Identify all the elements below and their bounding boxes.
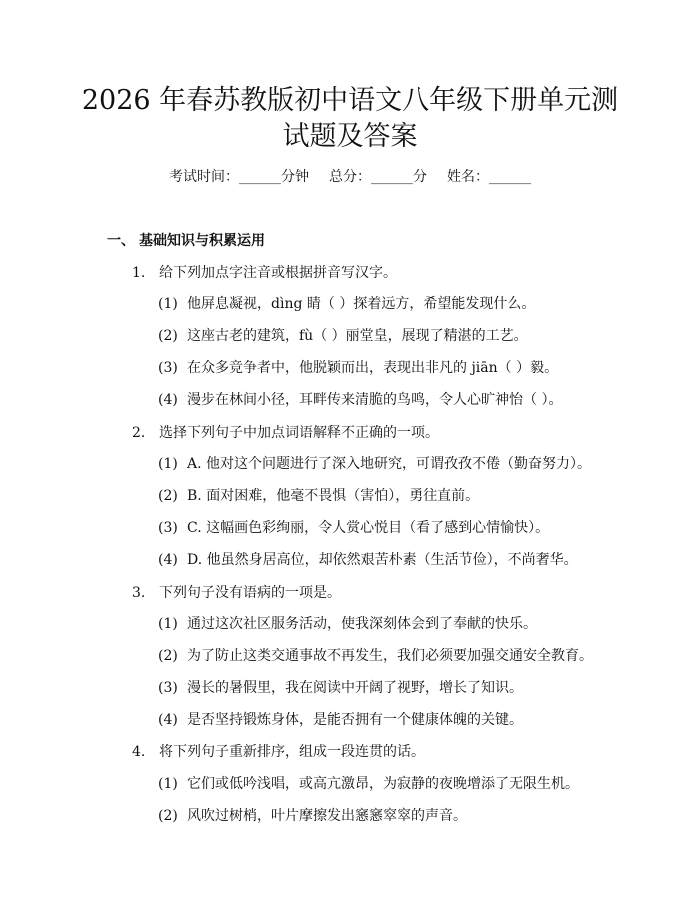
- question-item: [158, 325, 528, 345]
- question-text: 选择下列句子中加点词语解释不正确的一项。: [159, 425, 439, 441]
- question: [132, 741, 425, 761]
- item-text: 漫长的暑假里，我在阅读中开阔了视野，增长了知识。: [187, 680, 523, 696]
- question-item: [158, 709, 523, 729]
- question-item: [158, 549, 578, 569]
- page-title-line-1: 2026 年春苏教版初中语文八年级下册单元测: [81, 85, 619, 116]
- section-title: 基础知识与积累运用: [139, 233, 265, 249]
- item-text: 为了防止这类交通事故不再发生，我们必须要加强交通安全教育。: [187, 648, 593, 664]
- item-number: (2): [158, 808, 178, 824]
- item-text: 他屏息凝视，dìng 睛（ ）探着远方，希望能发现什么。: [187, 296, 536, 312]
- question: [132, 422, 439, 442]
- question-item: [158, 613, 537, 633]
- question-item: [158, 805, 467, 825]
- question-item: [158, 485, 479, 505]
- question: [132, 582, 341, 602]
- question-number: 4.: [132, 744, 146, 760]
- item-text: 这座古老的建筑，fù（ ）丽堂皇，展现了精湛的工艺。: [187, 328, 528, 344]
- question-text: 下列句子没有语病的一项是。: [159, 585, 341, 601]
- item-number: (4): [158, 552, 178, 568]
- question-number: 3.: [132, 585, 146, 601]
- student-name-field: 姓名：______: [447, 169, 531, 185]
- item-number: (2): [158, 328, 178, 344]
- question-item: [158, 677, 523, 697]
- exam-time: 考试时间：______分钟: [169, 169, 309, 185]
- item-text: C. 这幅画色彩绚丽，令人赏心悦目（看了感到心情愉快）。: [187, 520, 550, 536]
- question-item: [158, 453, 591, 473]
- question-item: [158, 357, 558, 377]
- question-item: [158, 293, 535, 313]
- item-text: 风吹过树梢，叶片摩擦发出窸窸窣窣的声音。: [187, 808, 467, 824]
- question-item: [158, 517, 549, 537]
- item-number: (1): [158, 456, 178, 472]
- item-number: (1): [158, 776, 178, 792]
- item-number: (2): [158, 648, 178, 664]
- item-number: (2): [158, 488, 178, 504]
- item-text: 在众多竞争者中，他脱颖而出，表现出非凡的 jiān（ ）毅。: [187, 360, 559, 376]
- item-number: (4): [158, 392, 178, 408]
- item-text: A. 他对这个问题进行了深入地研究，可谓孜孜不倦（勤奋努力）。: [187, 456, 592, 472]
- section-heading: [107, 230, 265, 250]
- question-item: [158, 645, 593, 665]
- item-text: 它们或低吟浅唱，或高亢激昂，为寂静的夜晚增添了无限生机。: [187, 776, 579, 792]
- item-text: 通过这次社区服务活动，使我深刻体会到了奉献的快乐。: [187, 616, 537, 632]
- item-number: (3): [158, 520, 178, 536]
- question-text: 给下列加点字注音或根据拼音写汉字。: [159, 265, 397, 281]
- item-text: B. 面对困难，他毫不畏惧（害怕），勇往直前。: [187, 488, 480, 504]
- section-number: 一、: [107, 233, 135, 249]
- question: [132, 262, 397, 282]
- item-number: (3): [158, 680, 178, 696]
- question-text: 将下列句子重新排序，组成一段连贯的话。: [159, 744, 425, 760]
- item-text: 漫步在林间小径，耳畔传来清脆的鸟鸣，令人心旷神怡（ ）。: [187, 392, 563, 408]
- question-number: 2.: [132, 425, 146, 441]
- item-number: (1): [158, 616, 178, 632]
- item-number: (4): [158, 712, 178, 728]
- item-number: (3): [158, 360, 178, 376]
- exam-meta: [0, 166, 700, 186]
- item-text: 是否坚持锻炼身体，是能否拥有一个健康体魄的关键。: [187, 712, 523, 728]
- question-number: 1.: [132, 265, 146, 281]
- page-title-line-2: 试题及答案: [282, 121, 418, 152]
- item-number: (1): [158, 296, 178, 312]
- question-item: [158, 389, 562, 409]
- exam-total-score: 总分：______分: [329, 169, 427, 185]
- item-text: D. 他虽然身居高位，却依然艰苦朴素（生活节俭），不尚奢华。: [187, 552, 578, 568]
- question-item: [158, 773, 579, 793]
